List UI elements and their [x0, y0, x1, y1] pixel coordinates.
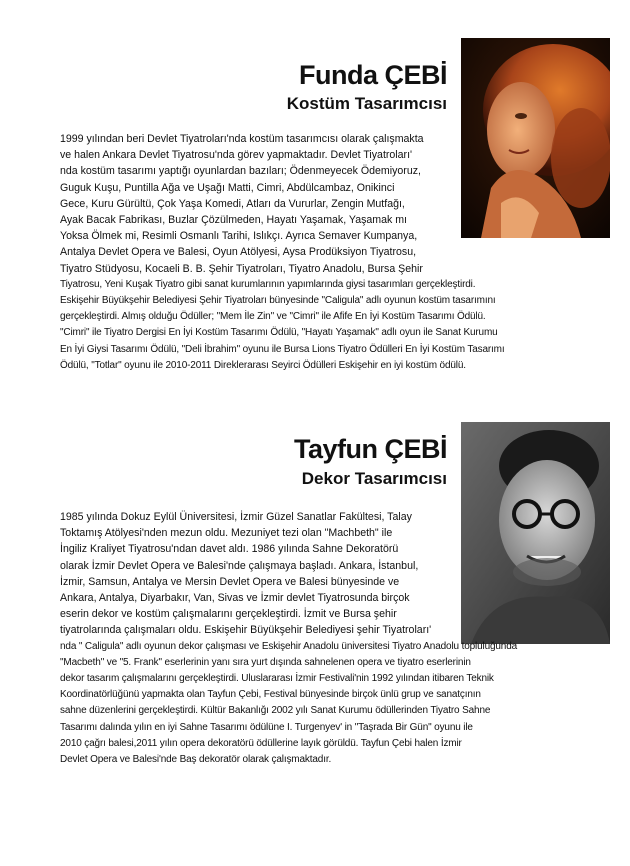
bio-line: Tasarımı dalında yılın en iyi Sahne Tasarımı ödülüne I. Turgenyev' in "Taşrada Bir Gün" oyunu ile	[60, 721, 473, 733]
bio-line: Antalya Devlet Opera ve Balesi, Oyun Atölyesi, Aysa Prodüksiyon Tiyatrosu,	[60, 246, 417, 259]
tayfun-biography	[60, 509, 517, 768]
bio-line: İzmir, Samsun, Antalya ve Mersin Devlet Opera ve Balesi bünyesinde ve	[60, 575, 400, 588]
person-name-tayfun: Tayfun ÇEBİ	[293, 434, 447, 464]
bio-line: 2010 çağrı balesi,2011 yılın opera dekoratörü ödüllerine layık görüldü. Tayfun Çebi halen İzmir	[60, 737, 462, 749]
person-role-costume: Kostüm Tasarımcısı	[286, 94, 447, 113]
person-name-funda: Funda ÇEBİ	[299, 60, 447, 90]
bio-line: Koordinatörlüğünü yapmakta olan Tayfun Çebi, Festival bünyesinde birçok ünlü grup ve sanatçının	[60, 689, 481, 701]
bio-line: 1985 yılında Dokuz Eylül Üniversitesi, İzmir Güzel Sanatlar Fakültesi, Talay	[60, 511, 412, 523]
bio-line: Ankara, Antalya, Diyarbakır, Van, Sivas ve İzmir devlet Tiyatrosunda birçok	[60, 592, 410, 605]
bio-line: En İyi Giysi Tasarımı Ödülü, "Deli İbrahim" oyunu ile Bursa Lions Tiyatro Ödülleri En İyi Kostüm Tasarımı	[60, 343, 505, 355]
bio-line: Toktamış Atölyesi'nden mezun oldu. Mezuniyet tezi olan "Machbeth" ile	[60, 527, 393, 540]
bio-line: Eskişehir Büyükşehir Belediyesi Şehir Tiyatroları bünyesinde "Caligula" adlı oyunun kostüm tasarımını	[60, 295, 496, 307]
bio-line: 1999 yılından beri Devlet Tiyatroları'nda kostüm tasarımcısı olarak çalışmakta	[60, 133, 424, 145]
funda-biography	[60, 131, 505, 374]
set-designer-section	[0, 420, 630, 866]
bio-line: Devlet Opera ve Balesi'nde Baş dekoratör olarak çalışmaktadır.	[60, 754, 332, 766]
bio-line: Tiyatro Stüdyosu, Kocaeli B. B. Şehir Tiyatroları, Tiyatro Anadolu, Bursa Şehir	[60, 262, 423, 275]
bio-line: Ödülü, "Totlar" oyunu ile 2010-2011 Direklerarası Seyirci Ödülleri Eskişehir en iyi kostüm ödülü.	[60, 359, 466, 371]
bio-line: Yoksa Ölmek mi, Resimli Osmanlı Tarihi, Islıkçı. Ayrıca Semaver Kumpanya,	[60, 230, 418, 243]
bio-line: eserin dekor ve kostüm çalışmalarını gerçekleştirdi. İzmit ve Bursa şehir	[60, 608, 397, 621]
bio-line: Tiyatrosu, Yeni Kuşak Tiyatro gibi sanat kurumlarının yapımlarında giysi tasarımları gerçekleştirdi.	[60, 278, 476, 290]
bio-line: "Cimri" ile Tiyatro Dergisi En İyi Kostüm Tasarımı Ödülü, "Hayatı Yaşamak" adlı oyun ile Sanat Kurumu	[60, 327, 498, 339]
bio-line: Guguk Kuşu, Puntilla Ağa ve Uşağı Matti, Cimri, Abdülcambaz, Onikinci	[60, 181, 395, 194]
bio-line: Gece, Kuru Gürültü, Çok Yaşa Komedi, Atları da Vururlar, Zengin Mutfağı,	[60, 197, 405, 210]
bio-line: "Macbeth" ve "5. Frank" eserlerinin yanı sıra yurt dışında sahnelenen opera ve tiyatro eserlerinin	[60, 656, 471, 668]
bio-line: gerçekleştirdi. Almış olduğu Ödüller; "Mem İle Zin" ve "Cimri" ile Afife En İyi Kostüm Tasarımı Ödülü.	[60, 311, 486, 323]
bio-line: dekor tasarım çalışmalarını gerçekleştirdi. Uluslararası İzmir Festivali'nin 1992 yılından itibaren Teknik	[60, 673, 494, 685]
person-role-set: Dekor Tasarımcısı	[301, 469, 447, 488]
bio-line: Ayak Bacak Fabrikası, Buzlar Çözülmeden, Hayatı Yaşamak, Yaşamak mı	[60, 214, 407, 227]
bio-line: olarak İzmir Devlet Opera ve Balesi'nde çalışmaya başladı. Ankara, İstanbul,	[60, 559, 419, 572]
bio-line: sahne düzenlerini gerçekleştirdi. Kültür Bakanlığı 2002 yılı Sanat Kurumu ödüllerinden Tiyatro Sahne	[60, 705, 491, 717]
bio-line: nda " Caligula" adlı oyunun dekor çalışması ve Eskişehir Anadolu üniversitesi Tiyatro Anadolu topluluğunda	[60, 640, 518, 652]
bio-line: ve halen Ankara Devlet Tiyatrosu'nda görev yapmaktadır. Devlet Tiyatroları'	[60, 149, 413, 162]
bio-line: İngiliz Kraliyet Tiyatrosu'ndan davet aldı. 1986 yılında Sahne Dekoratörü	[60, 543, 399, 556]
costume-designer-section	[0, 0, 630, 420]
bio-line: nda kostüm tasarımı yaptığı oyunlardan bazıları; Ödenmeyecek Ödemiyoruz,	[60, 165, 421, 178]
bio-line: tiyatrolarında çalışmaları oldu. Eskişehir Büyükşehir Belediyesi şehir Tiyatroları'	[60, 624, 432, 637]
